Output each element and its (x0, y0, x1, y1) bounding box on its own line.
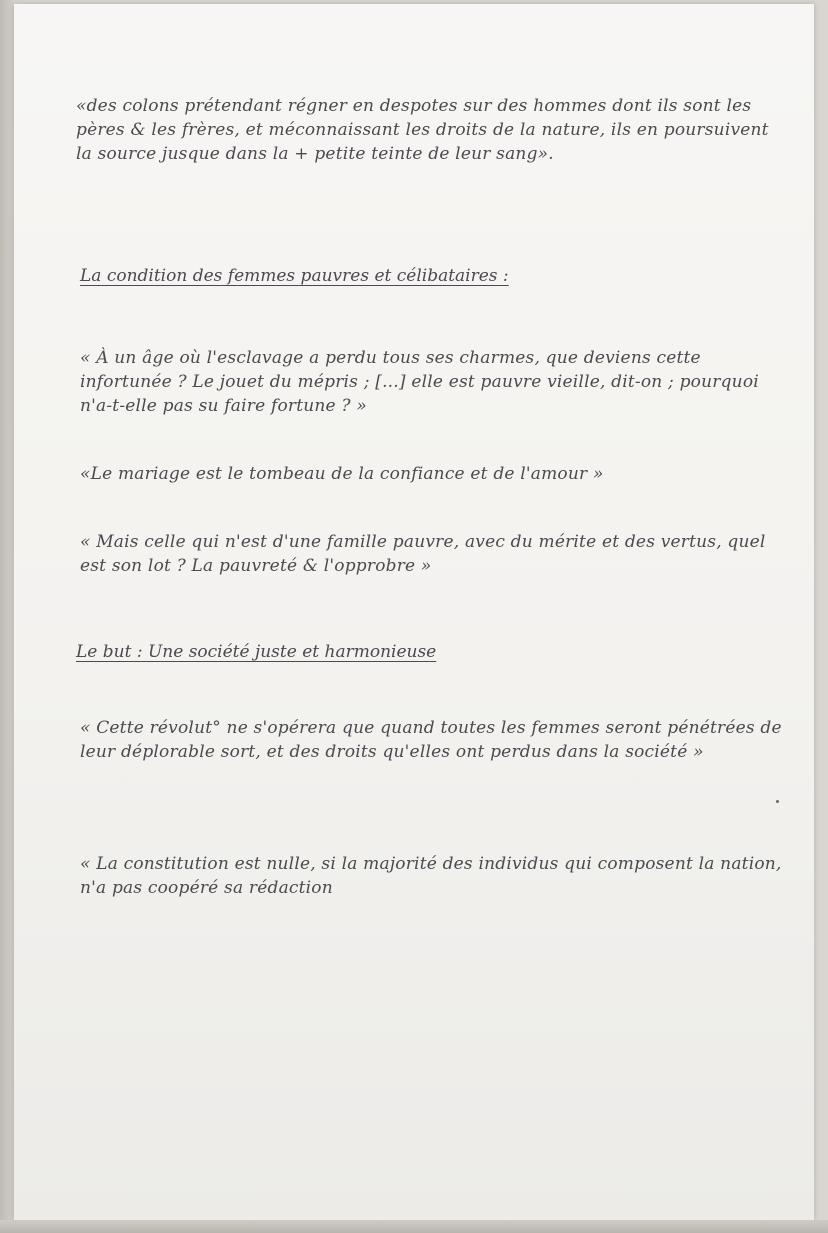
quote-old-woman (80, 346, 792, 418)
quote-constitution-text: « La constitution est nulle, si la majorité des individus qui composent la nation, n'a pas coopéré sa rédaction (80, 854, 782, 898)
quote-marriage (80, 462, 792, 486)
quote-constitution (80, 852, 792, 900)
quote-poor-family-text: « Mais celle qui n'est d'une famille pauvre, avec du mérite et des vertus, quel est son lot ? La pauvreté & l'opprobre » (80, 532, 766, 576)
photo-background-left (0, 0, 14, 1233)
heading-goal-text: Le but : Une société juste et harmonieuse (76, 642, 437, 662)
quote-marriage-text: «Le mariage est le tombeau de la confiance et de l'amour » (80, 464, 604, 484)
heading-women-condition: La condition des femmes pauvres et célibataires : (80, 266, 509, 286)
quote-colons (76, 94, 788, 166)
quote-revolution (80, 716, 792, 764)
photo-background-bottom (0, 1220, 828, 1233)
quote-colons-text: «des colons prétendant régner en despotes sur des hommes dont ils sont les pères & les frères, et méconnaissant les droits de la nature, ils en poursuivent la source jusque dans la + petite teinte de leur sang». (76, 96, 769, 164)
quote-revolution-text: « Cette révolut° ne s'opérera que quand toutes les femmes seront pénétrées de leur déplorable sort, et des droits qu'elles ont perdus dans la société » (80, 718, 782, 762)
quote-old-woman-text: « À un âge où l'esclavage a perdu tous ses charmes, que deviens cette infortunée ? Le jouet du mépris ; [...] elle est pauvre vieille, dit-on ; pourquoi n'a-t-elle pas su faire fortune ? » (80, 348, 759, 416)
heading-goal (76, 640, 636, 664)
handwritten-page (14, 4, 814, 1220)
ink-dot (776, 800, 779, 803)
quote-poor-family (80, 530, 792, 578)
